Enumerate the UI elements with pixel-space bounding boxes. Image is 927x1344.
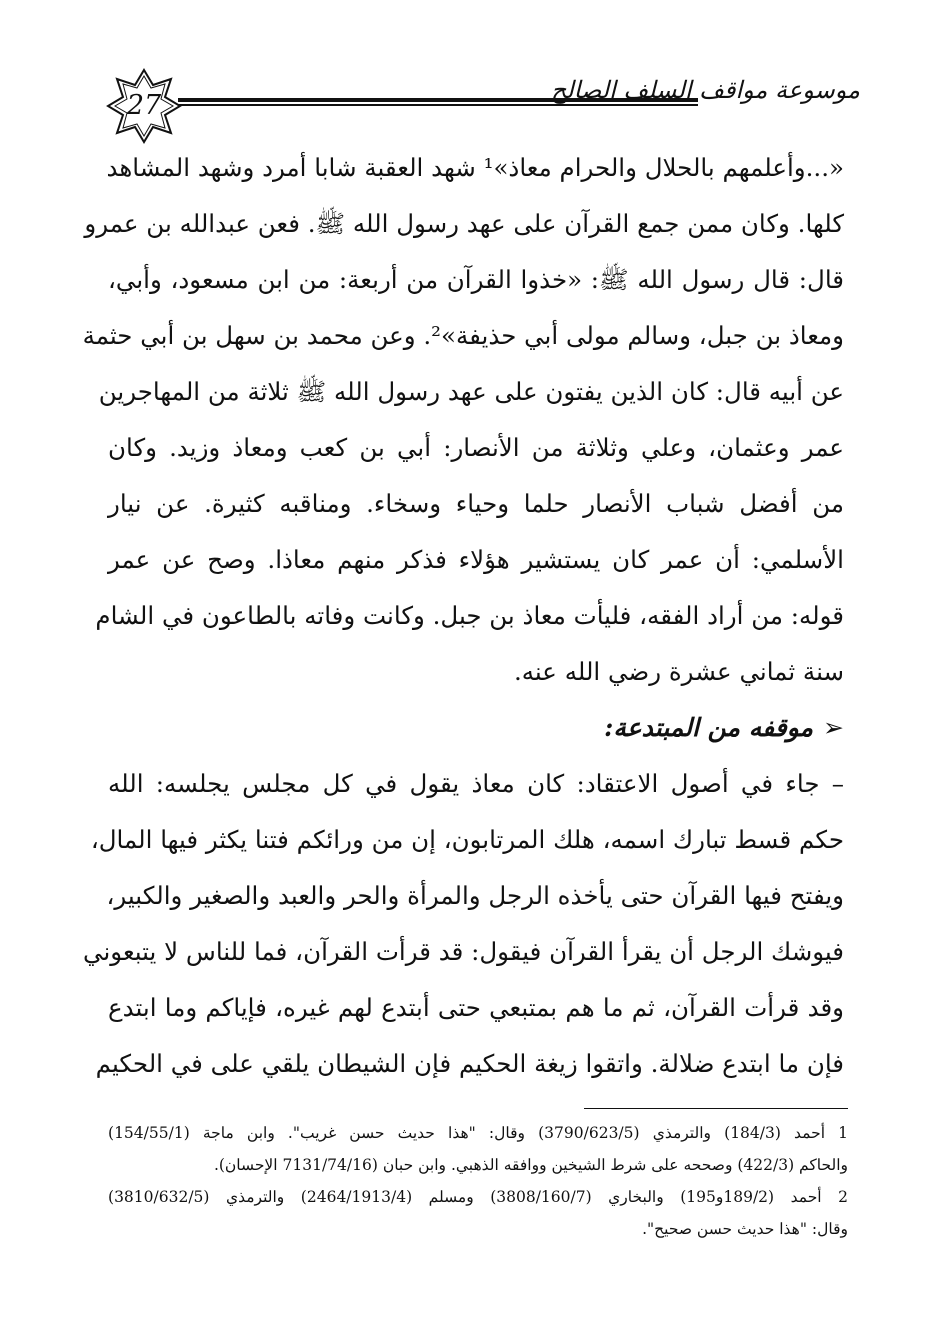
footnotes [108, 1108, 848, 1245]
page-header [100, 62, 860, 152]
series-title: موسوعة مواقف السلف الصالح [550, 76, 860, 104]
text-line: قال: قال رسول الله ﷺ: «خذوا القرآن من أربعة: من ابن مسعود، وأبي، [108, 265, 844, 294]
text-line: عن أبيه قال: كان الذين يفتون على عهد رسول الله ﷺ ثلاثة من المهاجرين [98, 377, 844, 406]
main-text [82, 140, 844, 1092]
text-line: فإن ما ابتدع ضلالة. واتقوا زيغة الحكيم فإن الشيطان يلقي على في الحكيم [95, 1049, 844, 1078]
text-line: الأسلمي: أن عمر كان يستشير هؤلاء فذكر منهم معاذا. وصح عن عمر [108, 545, 844, 574]
section-heading-text: موقفه من المبتدعة: [604, 713, 814, 742]
text-line: عمر وعثمان، وعلي وثلاثة من الأنصار: أبي بن كعب ومعاذ وزيد. وكان [108, 433, 844, 462]
text-line: – جاء في أصول الاعتقاد: كان معاذ يقول في كل مجلس يجلسه: الله [108, 769, 844, 798]
section-heading [108, 700, 844, 756]
arrow-bullet-icon: ➢ [823, 713, 844, 742]
text-line: قوله: من أراد الفقه، فليأت معاذ بن جبل. وكانت وفاته بالطاعون في الشام [95, 601, 844, 630]
text-line: من أفضل شباب الأنصار حلما وحياء وسخاء. ومناقبه كثيرة. عن نيار [108, 489, 844, 518]
page-number-badge [106, 68, 182, 144]
text-line: ومعاذ بن جبل، وسالم مولى أبي حذيفة»². وعن محمد بن سهل بن أبي حثمة [82, 321, 844, 350]
footnote-line: والحاكم (422/3) وصححه على شرط الشيخين ووافقه الذهبي. وابن حبان (7131/74/16 الإحسان). [213, 1156, 848, 1174]
text-line: حكم قسط تبارك اسمه، هلك المرتابون، إن من ورائكم فتنا يكثر فيها المال، [90, 825, 844, 854]
footnote-line: 1 أحمد (184/3) والترمذي (3790/623/5) وقال: "هذا حديث حسن غريب". وابن ماجة (154/55/1) [108, 1124, 849, 1142]
text-line: «...وأعلمهم بالحلال والحرام معاذ»¹ شهد العقبة شابا أمرد وشهد المشاهد [106, 153, 844, 182]
footnote-rule [584, 1108, 848, 1109]
text-line: كلها. وكان ممن جمع القرآن على عهد رسول الله ﷺ. فعن عبدالله بن عمرو [84, 209, 844, 238]
text-line: وقد قرأت القرآن، ثم ما هم بمتبعي حتى أبتدع لهم غيره، فإياكم وما ابتدع [108, 993, 844, 1022]
text-line: سنة ثماني عشرة رضي الله عنه. [513, 657, 844, 686]
text-line: فيوشك الرجل أن يقرأ القرآن فيقول: قد قرأت القرآن، فما للناس لا يتبعوني [83, 937, 844, 966]
footnote-line: وقال: "هذا حديث حسن صحيح". [642, 1220, 848, 1238]
page-number: 27 [126, 90, 162, 121]
text-line: ويفتح فيها القرآن حتى يأخذه الرجل والمرأة والحر والعبد والصغير والكبير، [106, 881, 844, 910]
footnote-line: 2 أحمد (189/2و195) والبخاري (3808/160/7) ومسلم (2464/1913/4) والترمذي (3810/632/5) [108, 1188, 848, 1206]
